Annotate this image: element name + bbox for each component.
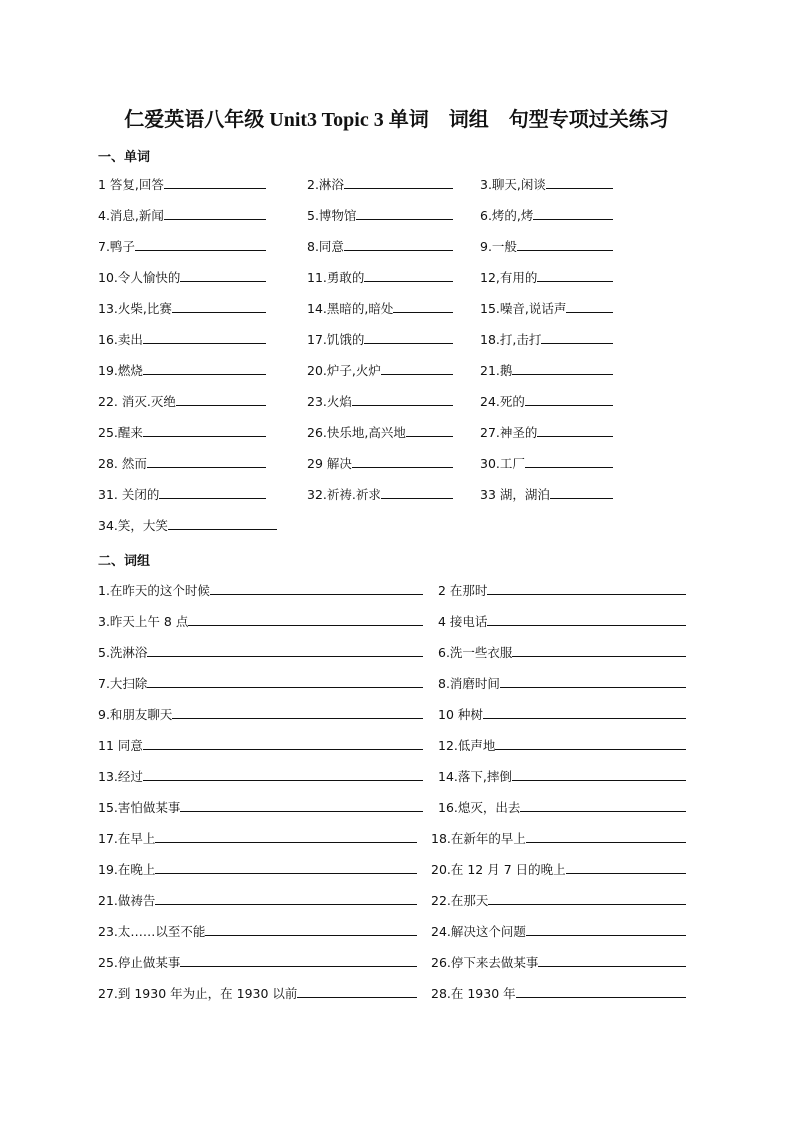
word-item-label: 21.鹅 — [480, 363, 513, 378]
word-item — [98, 330, 266, 349]
word-item — [480, 330, 613, 349]
answer-blank[interactable] — [180, 268, 266, 282]
phrase-item — [98, 953, 417, 972]
phrase-item — [438, 674, 686, 693]
word-item-label: 14.黑暗的,暗处 — [307, 301, 394, 316]
word-item — [98, 361, 266, 380]
answer-blank[interactable] — [155, 860, 417, 874]
word-item — [480, 175, 613, 194]
phrase-item-label: 19.在晚上 — [98, 862, 156, 877]
answer-blank[interactable] — [143, 767, 423, 781]
phrase-item-label: 7.大扫除 — [98, 676, 148, 691]
phrase-item — [438, 581, 686, 600]
phrase-item — [98, 891, 417, 910]
answer-blank[interactable] — [297, 984, 417, 998]
word-item — [98, 392, 266, 411]
answer-blank[interactable] — [176, 392, 266, 406]
phrase-item-label: 1.在昨天的这个时候 — [98, 583, 210, 598]
word-item-label: 10.令人愉快的 — [98, 270, 181, 285]
word-item — [98, 299, 266, 318]
answer-blank[interactable] — [512, 767, 686, 781]
phrase-item-label: 3.昨天上午 8 点 — [98, 614, 189, 629]
answer-blank[interactable] — [180, 798, 423, 812]
word-item-label: 3.聊天,闲谈 — [480, 177, 546, 192]
answer-blank[interactable] — [344, 237, 453, 251]
answer-blank[interactable] — [155, 829, 417, 843]
phrase-item — [431, 922, 686, 941]
word-item — [307, 299, 453, 318]
word-item-label: 8.同意 — [307, 239, 344, 254]
page-title: 仁爱英语八年级 Unit3 Topic 3 单词 词组 句型专项过关练习 — [124, 109, 669, 131]
answer-blank[interactable] — [164, 175, 266, 189]
word-item — [480, 299, 613, 318]
answer-blank[interactable] — [352, 392, 453, 406]
phrase-item-label: 15.害怕做某事 — [98, 800, 181, 815]
word-item-label: 32.祈祷.祈求 — [307, 487, 381, 502]
answer-blank[interactable] — [517, 237, 613, 251]
word-item-label: 7.鸭子 — [98, 239, 135, 254]
answer-blank[interactable] — [525, 392, 613, 406]
phrase-item — [438, 705, 686, 724]
phrase-item-label: 21.做祷告 — [98, 893, 156, 908]
word-item — [98, 423, 266, 442]
phrase-item-label: 23.太……以至不能 — [98, 924, 206, 939]
phrase-item-label: 26.停下来去做某事 — [431, 955, 539, 970]
answer-blank[interactable] — [364, 330, 453, 344]
answer-blank[interactable] — [210, 581, 423, 595]
phrase-item — [98, 581, 423, 600]
phrase-item-label: 22.在那天 — [431, 893, 489, 908]
word-item — [307, 268, 453, 287]
word-item — [98, 237, 266, 256]
answer-blank[interactable] — [495, 736, 686, 750]
phrase-item — [98, 612, 423, 631]
word-item-label: 6.烤的,烤 — [480, 208, 534, 223]
phrase-item — [431, 984, 686, 1003]
phrase-item — [431, 953, 686, 972]
phrase-item-label: 24.解决这个问题 — [431, 924, 526, 939]
word-item — [307, 392, 453, 411]
answer-blank[interactable] — [147, 643, 423, 657]
word-item-label: 12,有用的 — [480, 270, 538, 285]
word-item-label: 1 答复,回答 — [98, 177, 164, 192]
phrase-item — [431, 891, 686, 910]
phrase-item-label: 28.在 1930 年 — [431, 986, 516, 1001]
answer-blank[interactable] — [180, 953, 417, 967]
answer-blank[interactable] — [566, 299, 613, 313]
answer-blank[interactable] — [512, 643, 686, 657]
answer-blank[interactable] — [520, 798, 686, 812]
answer-blank[interactable] — [352, 454, 453, 468]
answer-blank[interactable] — [550, 485, 613, 499]
answer-blank[interactable] — [381, 485, 453, 499]
word-item-label: 20.炉子,火炉 — [307, 363, 381, 378]
word-item-label: 34.笑，大笑 — [98, 518, 168, 533]
phrase-item — [98, 798, 423, 817]
phrase-item — [98, 736, 423, 755]
word-item — [98, 485, 266, 504]
phrase-item-label: 27.到 1930 年为止，在 1930 以前 — [98, 986, 298, 1001]
answer-blank[interactable] — [525, 454, 613, 468]
word-item-label: 19.燃烧 — [98, 363, 143, 378]
word-item-label: 5.博物馆 — [307, 208, 357, 223]
word-item-label: 15.噪音,说话声 — [480, 301, 567, 316]
word-item-label: 24.死的 — [480, 394, 525, 409]
phrase-item — [98, 829, 417, 848]
word-item — [480, 268, 613, 287]
answer-blank[interactable] — [172, 705, 423, 719]
phrase-item — [98, 705, 423, 724]
word-item — [307, 485, 453, 504]
word-item — [480, 392, 613, 411]
answer-blank[interactable] — [483, 705, 686, 719]
phrase-item-label: 13.经过 — [98, 769, 143, 784]
answer-blank[interactable] — [393, 299, 453, 313]
word-item-label: 18.打,击打 — [480, 332, 542, 347]
word-item-label: 4.消息,新闻 — [98, 208, 164, 223]
word-item — [307, 206, 453, 225]
answer-blank[interactable] — [168, 516, 277, 530]
phrase-item — [431, 829, 686, 848]
answer-blank[interactable] — [344, 175, 453, 189]
phrase-item-label: 17.在早上 — [98, 831, 156, 846]
answer-blank[interactable] — [381, 361, 453, 375]
phrase-item-label: 5.洗淋浴 — [98, 645, 148, 660]
phrase-item-label: 12.低声地 — [438, 738, 496, 753]
phrase-item-label: 2 在那时 — [438, 583, 488, 598]
answer-blank[interactable] — [155, 891, 417, 905]
word-item-label: 26.快乐地,高兴地 — [307, 425, 406, 440]
word-item-label: 30.工厂 — [480, 456, 525, 471]
answer-blank[interactable] — [533, 206, 613, 220]
phrase-item — [98, 674, 423, 693]
word-item-label: 17.饥饿的 — [307, 332, 365, 347]
word-item — [98, 206, 266, 225]
answer-blank[interactable] — [516, 984, 686, 998]
answer-blank[interactable] — [147, 454, 266, 468]
answer-blank[interactable] — [164, 206, 266, 220]
answer-blank[interactable] — [487, 581, 686, 595]
phrase-item-label: 20.在 12 月 7 日的晚上 — [431, 862, 566, 877]
answer-blank[interactable] — [537, 423, 613, 437]
answer-blank[interactable] — [546, 175, 613, 189]
phrase-item — [98, 767, 423, 786]
answer-blank[interactable] — [500, 674, 686, 688]
word-item-label: 33 湖，湖泊 — [480, 487, 550, 502]
phrase-item — [98, 643, 423, 662]
answer-blank[interactable] — [538, 953, 686, 967]
word-item — [307, 237, 453, 256]
answer-blank[interactable] — [147, 674, 423, 688]
word-item-label: 29 解决 — [307, 456, 352, 471]
answer-blank[interactable] — [143, 736, 423, 750]
answer-blank[interactable] — [364, 268, 453, 282]
word-item-label: 23.火焰 — [307, 394, 352, 409]
answer-blank[interactable] — [526, 829, 686, 843]
answer-blank[interactable] — [205, 922, 417, 936]
phrase-item-label: 6.洗一些衣服 — [438, 645, 513, 660]
word-item — [480, 423, 613, 442]
word-item-label: 22. 消灭.灭绝 — [98, 394, 176, 409]
phrase-item-label: 11 同意 — [98, 738, 143, 753]
word-item-label: 11.勇敢的 — [307, 270, 365, 285]
word-item — [307, 175, 453, 194]
word-item — [480, 361, 613, 380]
phrase-item — [438, 736, 686, 755]
word-item-label: 9.一般 — [480, 239, 517, 254]
section-heading-phrases: 二、词组 — [98, 554, 151, 569]
phrase-item — [98, 984, 417, 1003]
word-item — [307, 454, 453, 473]
phrase-item — [438, 643, 686, 662]
answer-blank[interactable] — [188, 612, 423, 626]
answer-blank[interactable] — [135, 237, 266, 251]
word-item — [98, 268, 266, 287]
answer-blank[interactable] — [356, 206, 453, 220]
phrase-item-label: 10 种树 — [438, 707, 483, 722]
word-item-label: 25.醒来 — [98, 425, 143, 440]
phrase-item-label: 16.熄灭，出去 — [438, 800, 521, 815]
phrase-item-label: 25.停止做某事 — [98, 955, 181, 970]
word-item-label: 27.神圣的 — [480, 425, 538, 440]
answer-blank[interactable] — [512, 361, 613, 375]
word-item-label: 16.卖出 — [98, 332, 143, 347]
word-item — [480, 485, 613, 504]
phrase-item — [98, 922, 417, 941]
word-item — [307, 361, 453, 380]
answer-blank[interactable] — [526, 922, 686, 936]
phrase-item — [431, 860, 686, 879]
answer-blank[interactable] — [537, 268, 613, 282]
phrase-item-label: 14.落下,摔倒 — [438, 769, 512, 784]
phrase-item — [438, 767, 686, 786]
answer-blank[interactable] — [159, 485, 266, 499]
word-item — [98, 175, 266, 194]
word-item — [480, 454, 613, 473]
word-item — [98, 516, 277, 535]
answer-blank[interactable] — [541, 330, 613, 344]
phrase-item-label: 18.在新年的早上 — [431, 831, 526, 846]
word-item — [307, 330, 453, 349]
word-item-label: 2.淋浴 — [307, 177, 344, 192]
word-item — [307, 423, 453, 442]
phrase-item-label: 8.消磨时间 — [438, 676, 500, 691]
word-item-label: 13.火柴,比赛 — [98, 301, 172, 316]
answer-blank[interactable] — [143, 330, 266, 344]
answer-blank[interactable] — [143, 361, 266, 375]
phrase-item-label: 4 接电话 — [438, 614, 488, 629]
phrase-item — [98, 860, 417, 879]
word-item-label: 28. 然而 — [98, 456, 147, 471]
answer-blank[interactable] — [566, 860, 686, 874]
answer-blank[interactable] — [172, 299, 266, 313]
phrase-item — [438, 612, 686, 631]
word-item — [480, 237, 613, 256]
section-heading-words: 一、单词 — [98, 150, 151, 165]
phrase-item — [438, 798, 686, 817]
answer-blank[interactable] — [487, 612, 686, 626]
answer-blank[interactable] — [488, 891, 686, 905]
phrase-item-label: 9.和朋友聊天 — [98, 707, 173, 722]
word-item — [480, 206, 613, 225]
answer-blank[interactable] — [143, 423, 266, 437]
word-item — [98, 454, 266, 473]
answer-blank[interactable] — [406, 423, 453, 437]
word-item-label: 31. 关闭的 — [98, 487, 160, 502]
